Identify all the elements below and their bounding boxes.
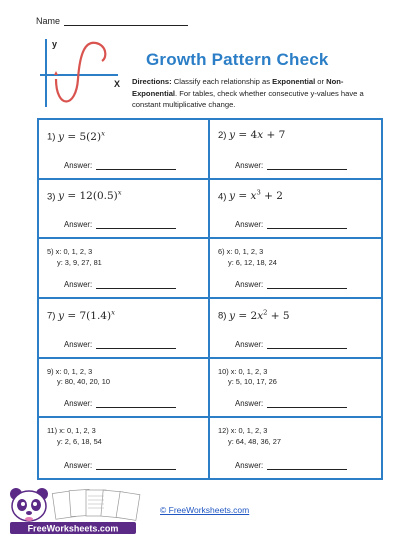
problem-9 [39,359,210,419]
logo-x-label: X [114,79,121,89]
page-title: Growth Pattern Check [146,50,329,69]
directions-label: Directions: [132,77,172,86]
name-line[interactable] [64,16,188,26]
answer-field[interactable]: Answer: [235,280,347,289]
problem-2 [210,120,381,180]
worksheet-thumbnails-icon [52,489,140,520]
problem-table: 10) x: 0, 1, 2, 3 y: 5, 10, 17, 26 [218,366,277,387]
problem-7 [39,299,210,359]
problem-10 [210,359,381,419]
problem-3 [39,180,210,240]
problem-table: 6) x: 0, 1, 2, 3 y: 6, 12, 18, 24 [218,247,277,267]
freeworksheets-logo [2,486,152,536]
problem-equation: 2) y = 4x + 7 [218,129,286,141]
problem-equation: 3) $y = 12(0.5)^x$ [47,188,122,203]
problem-equation: 4) $y = x^3 + 2$ [218,188,283,203]
logo-arrow-icon [54,71,58,75]
answer-field[interactable]: Answer: [64,340,176,349]
answer-field[interactable]: Answer: [64,461,176,470]
problem-table: 12) x: 0, 1, 2, 3 y: 64, 48, 36, 27 [218,426,282,446]
problem-5 [39,239,210,299]
problem-6 [210,239,381,299]
problem-4 [210,180,381,240]
answer-field[interactable]: Answer: [64,220,176,229]
answer-field[interactable]: Answer: [235,340,347,349]
problem-table: 5) x: 0, 1, 2, 3 y: 3, 9, 27, 81 [47,247,102,267]
answer-field[interactable]: Answer: [235,399,347,408]
problem-table: 11) x: 0, 1, 2, 3 y: 2, 6, 18, 54 [47,426,102,446]
panda-mascot-icon [10,488,48,521]
logo-curve [56,43,105,102]
problem-8 [210,299,381,359]
answer-field[interactable]: Answer: [235,161,347,170]
name-label: Name [36,16,61,26]
answer-field[interactable]: Answer: [235,461,347,470]
problem-equation: 1) $y = 5(2)^x$ [47,129,105,143]
logo-y-label: y [52,39,58,49]
problem-grid [37,118,383,480]
brand-name: FreeWorksheets.com [27,523,119,534]
footer-link[interactable]: © FreeWorksheets.com [160,505,250,515]
problem-equation: 7) $y = 7(1.4)^x$ [47,308,115,322]
directions-text: Directions: Classify each relationship as Exponential or Non-Exponential. For tables, check whether consecutive y-values have a constant multiplicative change. [132,77,364,109]
problem-table: 9) x: 0, 1, 2, 3 y: 80, 40, 20, 10 [47,366,111,387]
problem-11 [39,418,210,478]
answer-field[interactable]: Answer: [235,220,347,229]
growth-graph-logo [40,37,128,109]
problem-12 [210,418,381,478]
answer-field[interactable]: Answer: [64,280,176,289]
answer-field[interactable]: Answer: [64,161,176,170]
answer-field[interactable]: Answer: [64,399,176,408]
name-field[interactable] [36,16,188,26]
problem-equation: 8) $y = 2x^2 + 5$ [218,308,290,322]
problem-1 [39,120,210,180]
